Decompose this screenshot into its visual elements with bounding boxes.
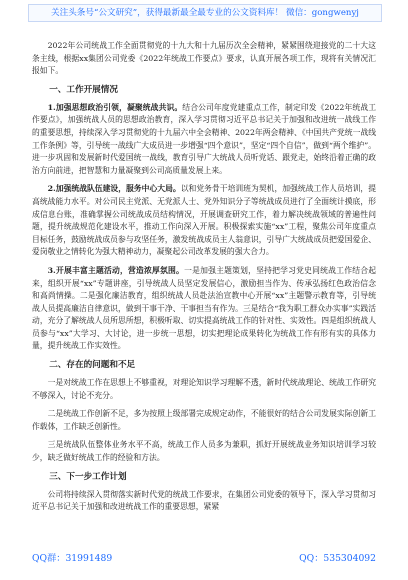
section-2-paragraph-3: 三是统战队伍整体业务水平不高，统战工作人员多为兼职，抓好开展统战业务知识培训学习较少，缺乏做好统战工作的经验和方法。	[32, 440, 376, 463]
qq-contact-label[interactable]: QQ：535304092	[299, 553, 376, 564]
section-1-item-2-body: 以和党务骨干培训班为契机，加强统战工作人员培训，提高统战能力水平。对公司民主党派、无党派人士、党外知识分子等统战成员进行了全面统计摸底，形成信息台账，准确掌握公司统战成员结构情况，开展调查研究工作，着力解决统战领域的普遍性问题，提升统战规范化建设水平，推动工作向深入开展。积极探索实施“xx”工程，聚焦公司年度重点目标任务，鼓励统战成员参与攻坚任务，激发统战成员主人翁意识，引导广大统战成员把爱国爱企、爱岗敬业之情转化为强大精神动力，凝聚起公司改革发展的强大合力。	[32, 184, 377, 257]
section-1-item-1	[32, 102, 376, 178]
top-banner[interactable]: 关注头条号“公文研究”，获得最新最全最专业的公文资料库！ 微信：gongwenyj	[28, 4, 382, 22]
section-1-item-1-body: 结合公司年度党建重点工作，制定印发《2022年统战工作要点》，加强统战人员的思想政治教育，深入学习贯彻习近平总书记关于加强和改进统一战线工作的重要思想，持续深入学习贯彻党的十九届六中全会精神、2022年两会精神、《中国共产党统一战线工作条例》等，引导统一战线广大成员进一步增强“四个意识”，坚定“四个自信”，做到“两个维护”。进一步巩固和发展新时代爱国统一战线，教育引导广大统战人员听党话、跟党走，始终沿着正确的政治方向前进，把智慧和力量凝聚到公司高质量发展上来。	[32, 102, 377, 175]
section-1-item-2	[32, 183, 376, 259]
section-1-title: 一、工作开展情况	[49, 84, 118, 95]
section-2-title: 二、存在的问题和不足	[49, 360, 136, 371]
footer-contact-bar	[32, 550, 376, 564]
document-body	[32, 40, 376, 520]
section-3-paragraph-1: 公司将持续深入贯彻落实新时代党的统战工作要求，在集团公司党委的领导下，深入学习贯彻习近平总书记关于加强和改进统战工作的重要思想，紧紧	[32, 489, 376, 512]
section-1-item-2-head: 2.加强统战队伍建设，服务中心大局。	[47, 184, 181, 194]
section-2-paragraph-1: 一是对统战工作在思想上不够重视，对理论知识学习理解不透，新时代统战理论、统战工作研究不够深入，讨论不充分。	[32, 378, 376, 400]
section-2-paragraph-2: 二是统战工作创新不足，多为按照上级部署完成规定动作，不能很好的结合公司发展实际创新工作载体，工作缺乏创新性。	[32, 409, 376, 431]
section-1-item-3-head: 3.开展丰富主题活动，营造浓厚氛围。	[47, 265, 185, 275]
section-3-title: 三、下一步工作计划	[49, 471, 127, 482]
qq-group-label[interactable]: QQ群：31991489	[32, 553, 113, 564]
section-1-item-3-body: 一是加强主题策划，坚持把学习党史同统战工作结合起来，组织开展“xx”专题讲座，引导统战人员坚定发展信心，激励担当作为、传承弘扬红色政治信念和高尚情操。二是强化廉洁教育，组织统战人员赴法治宣教中心开展“xx”主题警示教育等，引导统战人员提高廉洁自律意识，做到干事干净、干事担当有作为。三是结合“我为职工群众办实事”实践活动，充分了解统战人员所思所想，积极听取、切实提高统战工作的针对性、实效性。四是组织统战人员参与“xx”大学习、大讨论，进一步统一思想，切实把理论成果转化为统战工作有形有实的具体力量，提升统战工作实效性。	[32, 265, 377, 351]
section-1-item-1-head: 1.加强思想政治引领，凝聚统战共识。	[47, 102, 183, 112]
intro-paragraph: 2022年公司统战工作全面贯彻党的十九大和十九届历次全会精神，紧紧围绕迎接党的二十大这条主线，根据xx集团公司党委《2022年统战工作要点》要求，认真开展各项工作，现将有关情况汇报如下。	[32, 41, 376, 76]
section-1-item-3	[32, 265, 376, 353]
